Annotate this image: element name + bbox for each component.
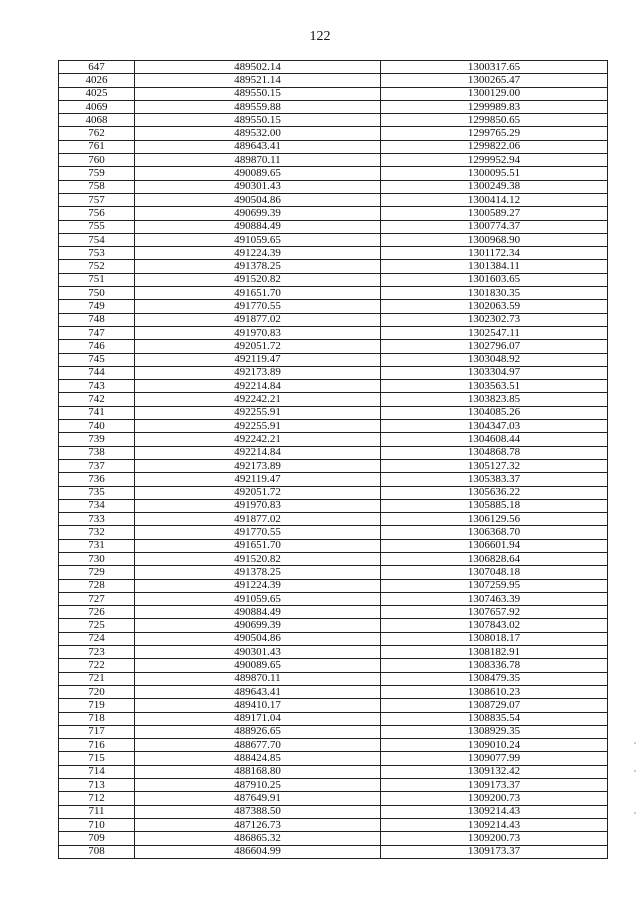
y-coordinate-cell: 1306828.64 [381,552,608,565]
point-id-cell: 730 [59,552,135,565]
y-coordinate-cell: 1300968.90 [381,233,608,246]
x-coordinate-cell: 489550.15 [135,114,381,127]
point-id-cell: 746 [59,340,135,353]
y-coordinate-cell: 1308610.23 [381,685,608,698]
table-row [59,552,608,565]
y-coordinate-cell: 1302547.11 [381,326,608,339]
x-coordinate-cell: 492214.84 [135,380,381,393]
x-coordinate-cell: 489643.41 [135,140,381,153]
table-row [59,313,608,326]
x-coordinate-cell: 487910.25 [135,779,381,792]
x-coordinate-cell: 491877.02 [135,313,381,326]
table-row [59,61,608,74]
y-coordinate-cell: 1309200.73 [381,832,608,845]
y-coordinate-cell: 1309200.73 [381,792,608,805]
x-coordinate-cell: 490301.43 [135,646,381,659]
table-row [59,74,608,87]
x-coordinate-cell: 489550.15 [135,87,381,100]
point-id-cell: 721 [59,672,135,685]
point-id-cell: 4026 [59,74,135,87]
table-row [59,672,608,685]
x-coordinate-cell: 490301.43 [135,180,381,193]
table-row [59,380,608,393]
x-coordinate-cell: 491059.65 [135,592,381,605]
point-id-cell: 711 [59,805,135,818]
point-id-cell: 722 [59,659,135,672]
y-coordinate-cell: 1306129.56 [381,513,608,526]
table-row [59,340,608,353]
point-id-cell: 742 [59,393,135,406]
y-coordinate-cell: 1300589.27 [381,207,608,220]
x-coordinate-cell: 488926.65 [135,725,381,738]
x-coordinate-cell: 487126.73 [135,818,381,831]
y-coordinate-cell: 1300774.37 [381,220,608,233]
point-id-cell: 729 [59,566,135,579]
y-coordinate-cell: 1307259.95 [381,579,608,592]
table-row [59,127,608,140]
point-id-cell: 715 [59,752,135,765]
table-row [59,805,608,818]
point-id-cell: 728 [59,579,135,592]
x-coordinate-cell: 492051.72 [135,486,381,499]
y-coordinate-cell: 1306368.70 [381,526,608,539]
table-row [59,619,608,632]
point-id-cell: 740 [59,420,135,433]
y-coordinate-cell: 1304868.78 [381,446,608,459]
x-coordinate-cell: 490089.65 [135,167,381,180]
y-coordinate-cell: 1309132.42 [381,765,608,778]
point-id-cell: 736 [59,473,135,486]
point-id-cell: 756 [59,207,135,220]
y-coordinate-cell: 1307657.92 [381,606,608,619]
x-coordinate-cell: 487649.91 [135,792,381,805]
x-coordinate-cell: 489870.11 [135,672,381,685]
point-id-cell: 713 [59,779,135,792]
table-row [59,606,608,619]
point-id-cell: 745 [59,353,135,366]
point-id-cell: 755 [59,220,135,233]
scan-speck [634,770,636,772]
point-id-cell: 750 [59,287,135,300]
table-row [59,87,608,100]
table-row [59,792,608,805]
table-row [59,459,608,472]
x-coordinate-cell: 488168.80 [135,765,381,778]
x-coordinate-cell: 491224.39 [135,579,381,592]
y-coordinate-cell: 1299952.94 [381,154,608,167]
x-coordinate-cell: 487388.50 [135,805,381,818]
point-id-cell: 4069 [59,100,135,113]
y-coordinate-cell: 1306601.94 [381,539,608,552]
point-id-cell: 751 [59,273,135,286]
table-row [59,712,608,725]
point-id-cell: 709 [59,832,135,845]
point-id-cell: 714 [59,765,135,778]
x-coordinate-cell: 491970.83 [135,499,381,512]
y-coordinate-cell: 1308729.07 [381,699,608,712]
y-coordinate-cell: 1299989.83 [381,100,608,113]
y-coordinate-cell: 1308018.17 [381,632,608,645]
y-coordinate-cell: 1307048.18 [381,566,608,579]
point-id-cell: 748 [59,313,135,326]
table-row [59,832,608,845]
table-row [59,646,608,659]
y-coordinate-cell: 1305383.37 [381,473,608,486]
y-coordinate-cell: 1308336.78 [381,659,608,672]
x-coordinate-cell: 490504.86 [135,632,381,645]
x-coordinate-cell: 491520.82 [135,552,381,565]
y-coordinate-cell: 1302796.07 [381,340,608,353]
table-row [59,353,608,366]
table-row [59,739,608,752]
table-row [59,100,608,113]
x-coordinate-cell: 489643.41 [135,685,381,698]
table-row [59,752,608,765]
x-coordinate-cell: 490699.39 [135,619,381,632]
point-id-cell: 762 [59,127,135,140]
table-row [59,433,608,446]
x-coordinate-cell: 492119.47 [135,473,381,486]
y-coordinate-cell: 1303563.51 [381,380,608,393]
x-coordinate-cell: 489521.14 [135,74,381,87]
x-coordinate-cell: 491378.25 [135,260,381,273]
x-coordinate-cell: 491970.83 [135,326,381,339]
x-coordinate-cell: 490089.65 [135,659,381,672]
point-id-cell: 749 [59,300,135,313]
x-coordinate-cell: 486865.32 [135,832,381,845]
scan-speck [634,742,636,744]
point-id-cell: 758 [59,180,135,193]
point-id-cell: 710 [59,818,135,831]
x-coordinate-cell: 492242.21 [135,433,381,446]
y-coordinate-cell: 1299850.65 [381,114,608,127]
x-coordinate-cell: 492051.72 [135,340,381,353]
y-coordinate-cell: 1300095.51 [381,167,608,180]
y-coordinate-cell: 1302063.59 [381,300,608,313]
point-id-cell: 735 [59,486,135,499]
page-number: 122 [309,29,331,44]
point-id-cell: 712 [59,792,135,805]
point-id-cell: 725 [59,619,135,632]
point-id-cell: 743 [59,380,135,393]
table-row [59,420,608,433]
point-id-cell: 733 [59,513,135,526]
y-coordinate-cell: 1300265.47 [381,74,608,87]
table-row [59,140,608,153]
point-id-cell: 719 [59,699,135,712]
point-id-cell: 720 [59,685,135,698]
x-coordinate-cell: 491224.39 [135,247,381,260]
point-id-cell: 738 [59,446,135,459]
x-coordinate-cell: 491770.55 [135,526,381,539]
point-id-cell: 716 [59,739,135,752]
x-coordinate-cell: 490884.49 [135,606,381,619]
table-row [59,566,608,579]
scan-speck [634,812,636,814]
table-row [59,779,608,792]
x-coordinate-cell: 492255.91 [135,406,381,419]
y-coordinate-cell: 1303304.97 [381,366,608,379]
table-row [59,725,608,738]
table-row [59,326,608,339]
y-coordinate-cell: 1309077.99 [381,752,608,765]
table-row [59,632,608,645]
y-coordinate-cell: 1305885.18 [381,499,608,512]
y-coordinate-cell: 1307463.39 [381,592,608,605]
x-coordinate-cell: 489502.14 [135,61,381,74]
y-coordinate-cell: 1309214.43 [381,818,608,831]
point-id-cell: 757 [59,193,135,206]
y-coordinate-cell: 1304347.03 [381,420,608,433]
point-id-cell: 752 [59,260,135,273]
point-id-cell: 4025 [59,87,135,100]
table-row [59,406,608,419]
x-coordinate-cell: 492119.47 [135,353,381,366]
table-row [59,180,608,193]
table-row [59,114,608,127]
x-coordinate-cell: 489532.00 [135,127,381,140]
x-coordinate-cell: 491520.82 [135,273,381,286]
table-row [59,220,608,233]
y-coordinate-cell: 1309010.24 [381,739,608,752]
x-coordinate-cell: 489410.17 [135,699,381,712]
point-id-cell: 737 [59,459,135,472]
x-coordinate-cell: 492255.91 [135,420,381,433]
x-coordinate-cell: 492214.84 [135,446,381,459]
point-id-cell: 741 [59,406,135,419]
x-coordinate-cell: 490504.86 [135,193,381,206]
x-coordinate-cell: 489559.88 [135,100,381,113]
point-id-cell: 753 [59,247,135,260]
point-id-cell: 747 [59,326,135,339]
table-row [59,154,608,167]
x-coordinate-cell: 488424.85 [135,752,381,765]
x-coordinate-cell: 491378.25 [135,566,381,579]
table-row [59,366,608,379]
point-id-cell: 744 [59,366,135,379]
x-coordinate-cell: 491651.70 [135,539,381,552]
point-id-cell: 4068 [59,114,135,127]
y-coordinate-cell: 1308479.35 [381,672,608,685]
y-coordinate-cell: 1303823.85 [381,393,608,406]
point-id-cell: 726 [59,606,135,619]
x-coordinate-cell: 491770.55 [135,300,381,313]
point-id-cell: 732 [59,526,135,539]
table-row [59,167,608,180]
table-row [59,579,608,592]
point-id-cell: 761 [59,140,135,153]
x-coordinate-cell: 486604.99 [135,845,381,858]
y-coordinate-cell: 1302302.73 [381,313,608,326]
table-row [59,446,608,459]
x-coordinate-cell: 489171.04 [135,712,381,725]
y-coordinate-cell: 1300414.12 [381,193,608,206]
point-id-cell: 760 [59,154,135,167]
point-id-cell: 718 [59,712,135,725]
x-coordinate-cell: 492173.89 [135,459,381,472]
table-row [59,685,608,698]
x-coordinate-cell: 491877.02 [135,513,381,526]
table-row [59,207,608,220]
x-coordinate-cell: 492242.21 [135,393,381,406]
y-coordinate-cell: 1301172.34 [381,247,608,260]
table-row [59,526,608,539]
table-row [59,659,608,672]
x-coordinate-cell: 488677.70 [135,739,381,752]
x-coordinate-cell: 491059.65 [135,233,381,246]
table-row [59,486,608,499]
table-row [59,300,608,313]
table-row [59,247,608,260]
coordinates-table [58,60,608,859]
point-id-cell: 754 [59,233,135,246]
table-row [59,260,608,273]
y-coordinate-cell: 1309214.43 [381,805,608,818]
y-coordinate-cell: 1301603.65 [381,273,608,286]
y-coordinate-cell: 1308929.35 [381,725,608,738]
table-row [59,513,608,526]
y-coordinate-cell: 1307843.02 [381,619,608,632]
x-coordinate-cell: 490884.49 [135,220,381,233]
y-coordinate-cell: 1305636.22 [381,486,608,499]
point-id-cell: 647 [59,61,135,74]
y-coordinate-cell: 1308835.54 [381,712,608,725]
y-coordinate-cell: 1300249.38 [381,180,608,193]
point-id-cell: 739 [59,433,135,446]
x-coordinate-cell: 490699.39 [135,207,381,220]
y-coordinate-cell: 1299822.06 [381,140,608,153]
y-coordinate-cell: 1305127.32 [381,459,608,472]
y-coordinate-cell: 1301384.11 [381,260,608,273]
table-row [59,193,608,206]
table-row [59,499,608,512]
table-row [59,287,608,300]
point-id-cell: 724 [59,632,135,645]
y-coordinate-cell: 1301830.35 [381,287,608,300]
point-id-cell: 731 [59,539,135,552]
y-coordinate-cell: 1309173.37 [381,779,608,792]
y-coordinate-cell: 1300317.65 [381,61,608,74]
table-row [59,233,608,246]
table-row [59,845,608,858]
x-coordinate-cell: 492173.89 [135,366,381,379]
coordinates-table-body [59,61,608,859]
y-coordinate-cell: 1309173.37 [381,845,608,858]
y-coordinate-cell: 1299765.29 [381,127,608,140]
y-coordinate-cell: 1308182.91 [381,646,608,659]
point-id-cell: 708 [59,845,135,858]
y-coordinate-cell: 1300129.00 [381,87,608,100]
table-row [59,699,608,712]
point-id-cell: 723 [59,646,135,659]
table-row [59,473,608,486]
point-id-cell: 734 [59,499,135,512]
x-coordinate-cell: 491651.70 [135,287,381,300]
point-id-cell: 727 [59,592,135,605]
x-coordinate-cell: 489870.11 [135,154,381,167]
table-row [59,393,608,406]
table-row [59,273,608,286]
y-coordinate-cell: 1303048.92 [381,353,608,366]
point-id-cell: 759 [59,167,135,180]
point-id-cell: 717 [59,725,135,738]
table-row [59,592,608,605]
y-coordinate-cell: 1304085.26 [381,406,608,419]
table-row [59,539,608,552]
table-row [59,818,608,831]
table-row [59,765,608,778]
y-coordinate-cell: 1304608.44 [381,433,608,446]
